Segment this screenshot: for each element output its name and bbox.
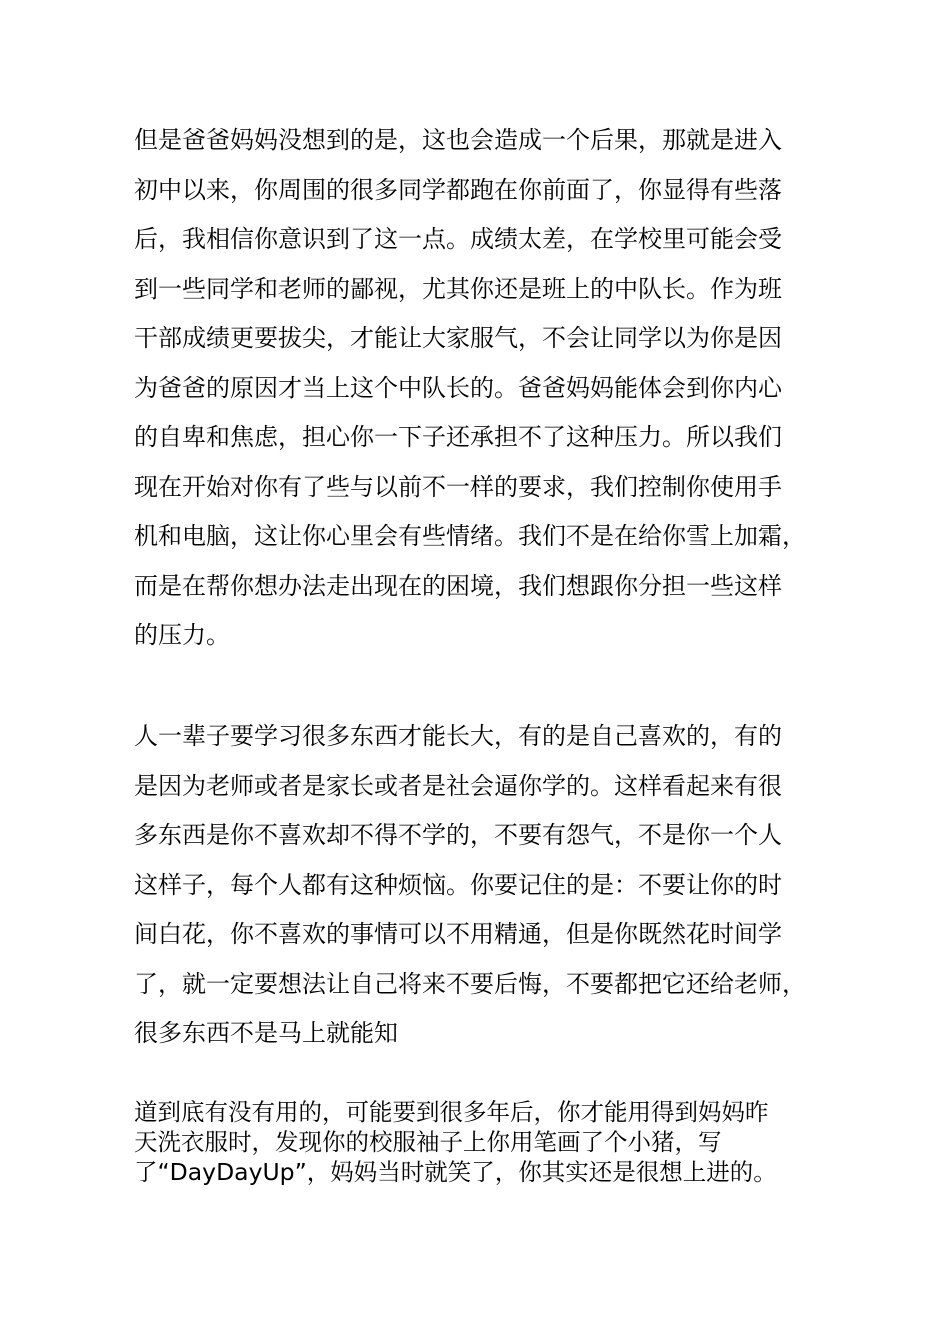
text-line: 天洗衣服时，发现你的校服袖子上你用笔画了个小猪，写 xyxy=(134,1128,722,1156)
paragraph-1 xyxy=(134,116,824,661)
text-line: 为爸爸的原因才当上这个中队长的。爸爸妈妈能体会到你内心 xyxy=(134,373,782,402)
paragraph-3 xyxy=(134,1097,824,1187)
text-line: 干部成绩更要拔尖，才能让大家服气，不会让同学以为你是因 xyxy=(134,324,782,352)
text-line: 现在开始对你有了些与以前不一样的要求，我们控制你使用手 xyxy=(134,472,782,501)
text-line: 多东西是你不喜欢却不得不学的，不要有怨气，不是你一个人 xyxy=(134,821,782,849)
text-line: 初中以来，你周围的很多同学都跑在你前面了，你显得有些落 xyxy=(134,175,782,204)
text-line: 的自卑和焦虑，担心你一下子还承担不了这种压力。所以我们 xyxy=(134,423,782,451)
text-line: 间白花，你不喜欢的事情可以不用精通，但是你既然花时间学 xyxy=(134,920,782,948)
text-line: 了“DayDayUp”，妈妈当时就笑了，你其实还是很想上进的。 xyxy=(134,1158,777,1186)
text-line: 但是爸爸妈妈没想到的是，这也会造成一个后果，那就是进入 xyxy=(134,126,782,154)
text-line: 人一辈子要学习很多东西才能长大，有的是自己喜欢的，有的 xyxy=(134,722,782,750)
text-line: 是因为老师或者是家长或者是社会逼你学的。这样看起来有很 xyxy=(134,771,782,800)
paragraph-2 xyxy=(134,712,824,1059)
text-line: 很多东西不是马上就能知 xyxy=(134,1019,398,1047)
text-line: 了，就一定要想法让自己将来不要后悔，不要都把它还给老师， xyxy=(134,969,806,998)
text-line: 机和电脑，这让你心里会有些情绪。我们不是在给你雪上加霜， xyxy=(134,522,806,550)
text-line: 这样子，每个人都有这种烦恼。你要记住的是：不要让你的时 xyxy=(134,870,782,899)
text-line: 到一些同学和老师的鄙视，尤其你还是班上的中队长。作为班 xyxy=(134,274,782,303)
text-line: 道到底有没有用的，可能要到很多年后，你才能用得到妈妈昨 xyxy=(134,1098,769,1126)
text-line: 的压力。 xyxy=(134,621,230,649)
text-line: 后，我相信你意识到了这一点。成绩太差，在学校里可能会受 xyxy=(134,225,782,253)
text-line: 而是在帮你想办法走出现在的困境，我们想跟你分担一些这样 xyxy=(134,571,782,600)
